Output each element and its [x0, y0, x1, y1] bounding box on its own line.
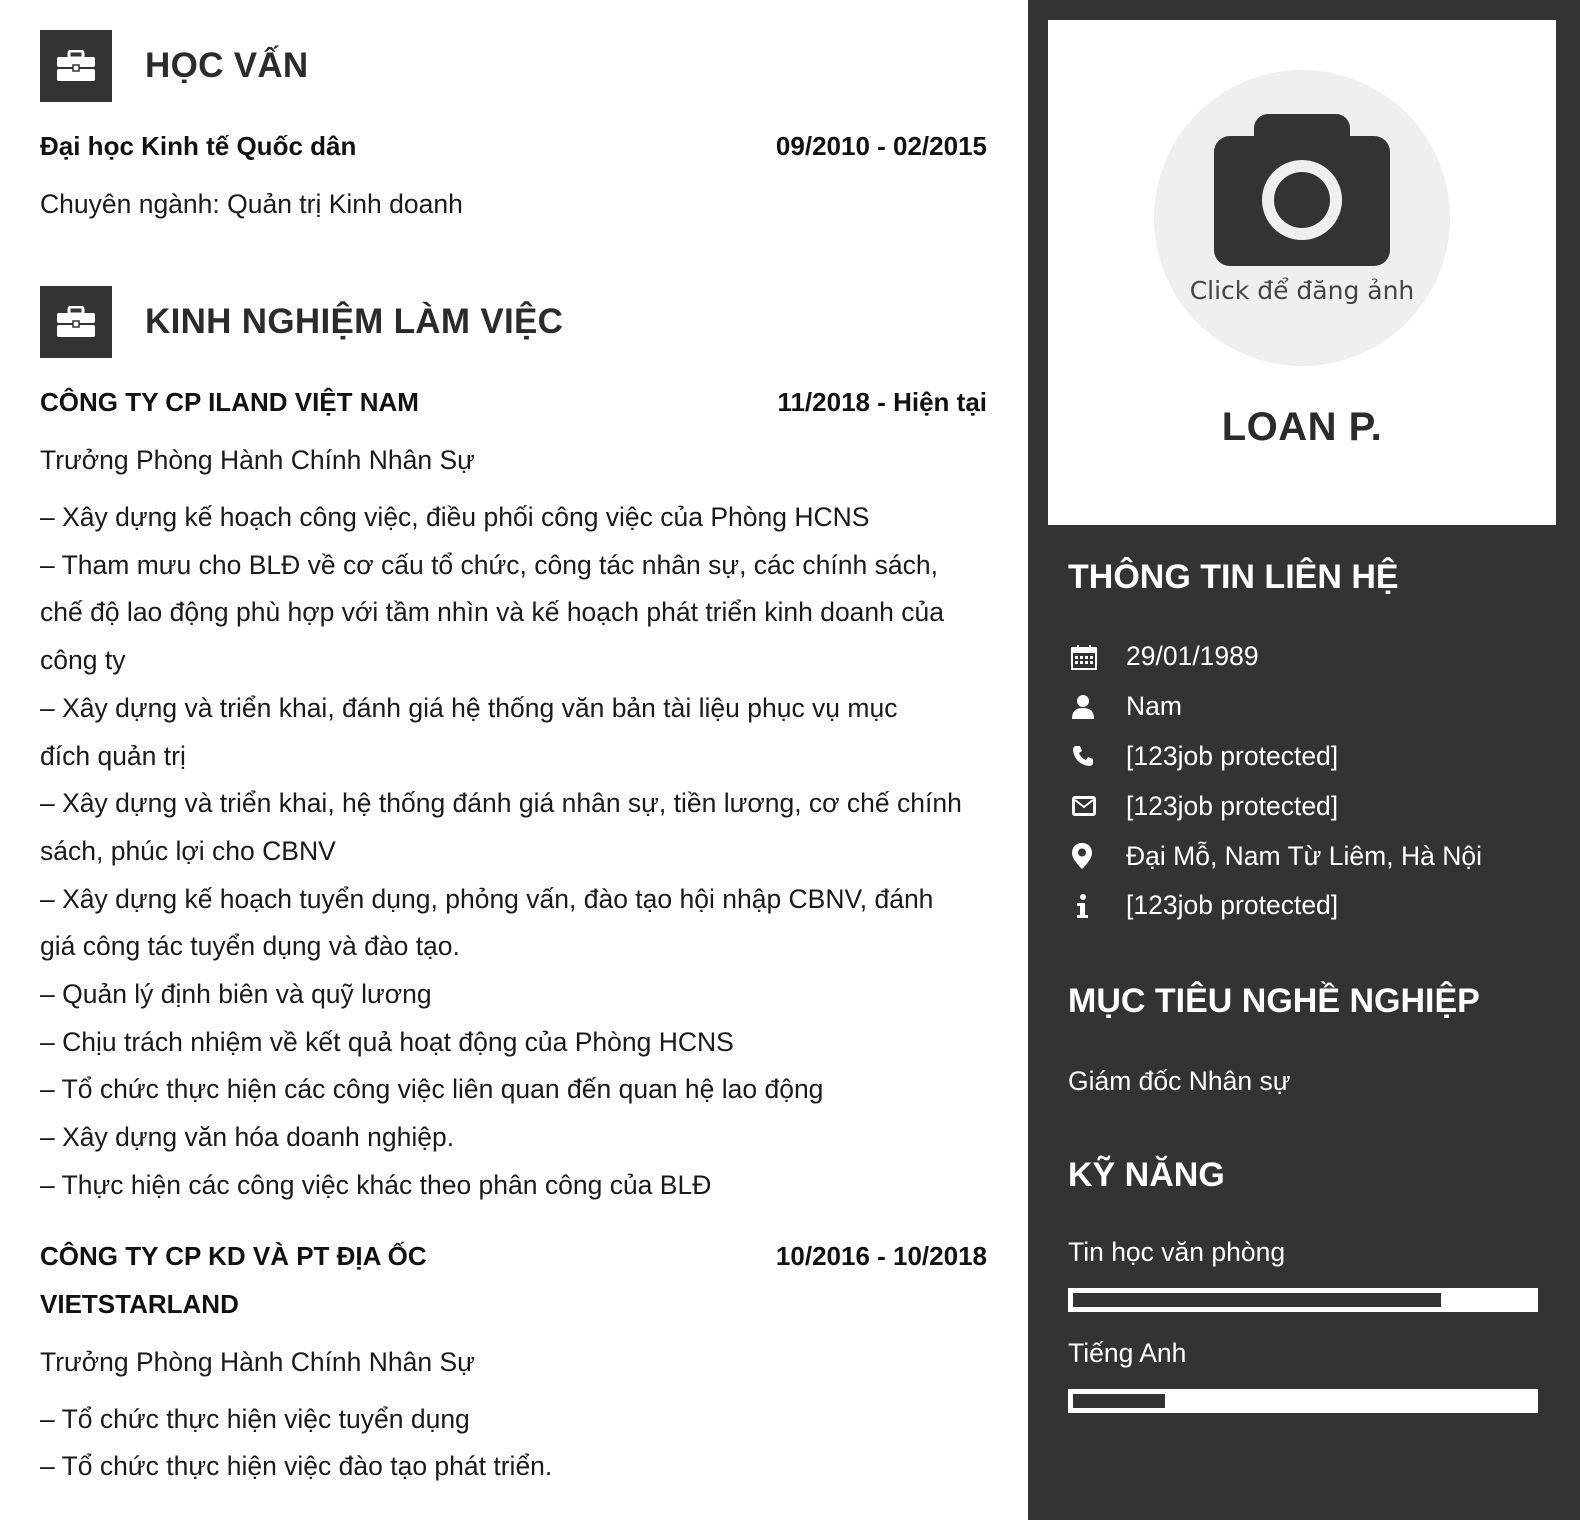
description-line: – Xây dựng và triển khai, đánh giá hệ thống văn bản tài liệu phục vụ mục — [40, 692, 898, 723]
description-line: – Quản lý định biên và quỹ lương — [40, 979, 432, 1010]
education-header — [40, 30, 987, 102]
description-line: – Tổ chức thực hiện các công việc liên quan đến quan hệ lao động — [40, 1074, 824, 1105]
avatar-upload[interactable] — [1154, 70, 1450, 366]
job-role: Trưởng Phòng Hành Chính Nhân Sự — [40, 1346, 475, 1377]
description-line: – Tham mưu cho BLĐ về cơ cấu tổ chức, công tác nhân sự, các chính sách, — [40, 549, 938, 580]
info-icon — [1068, 893, 1114, 919]
job-period: 10/2016 - 10/2018 — [775, 1240, 987, 1271]
camera-icon — [1214, 114, 1390, 266]
company-name: CÔNG TY CP KD VÀ PT ĐỊA ỐC VIETSTARLAND — [40, 1240, 427, 1319]
skill-level-fill — [1073, 1394, 1165, 1408]
contact-item-email — [1068, 781, 1548, 831]
education-title: HỌC VẤN — [145, 46, 309, 85]
briefcase-icon — [40, 286, 112, 358]
description-line: – Thực hiện các công việc khác theo phân công của BLĐ — [40, 1169, 712, 1200]
description-line: – Tổ chức thực hiện việc tuyển dụng — [40, 1403, 470, 1434]
job-role: Trưởng Phòng Hành Chính Nhân Sự — [40, 445, 475, 475]
skill-level-fill — [1073, 1293, 1441, 1307]
experience-title: KINH NGHIỆM LÀM VIỆC — [145, 302, 564, 341]
sidebar — [1028, 0, 1580, 1520]
envelope-icon — [1068, 795, 1114, 817]
education-entry — [40, 122, 987, 170]
description-line: – Xây dựng và triển khai, hệ thống đánh giá nhân sự, tiền lương, cơ chế chính — [40, 788, 962, 819]
calendar-icon — [1068, 644, 1114, 670]
description-line: – Xây dựng kế hoạch công việc, điều phối công việc của Phòng HCNS — [40, 502, 870, 532]
job-description — [40, 1396, 987, 1491]
skills-title: KỸ NĂNG — [1068, 1156, 1225, 1194]
contact-item-birthday — [1068, 632, 1548, 682]
profile-card — [1048, 20, 1556, 525]
objective-text: Giám đốc Nhân sự — [1068, 1066, 1291, 1096]
briefcase-icon — [40, 30, 112, 102]
gender-text: Nam — [1126, 691, 1182, 722]
job-period: 11/2018 - Hiện tại — [777, 387, 987, 417]
contact-title: THÔNG TIN LIÊN HỆ — [1068, 558, 1399, 596]
description-line: – Xây dựng kế hoạch tuyển dụng, phỏng vấn, đào tạo hội nhập CBNV, đánh — [40, 883, 934, 914]
education-major: Chuyên ngành: Quản trị Kinh doanh — [40, 189, 463, 219]
contact-item-address — [1068, 831, 1548, 881]
upload-photo-label: Click để đăng ảnh — [1189, 276, 1415, 305]
description-line: – Chịu trách nhiệm về kết quả hoạt động của Phòng HCNS — [40, 1026, 734, 1057]
phone-icon — [1068, 744, 1114, 768]
contact-item-info — [1068, 881, 1548, 931]
skill-name: Tin học văn phòng — [1068, 1237, 1286, 1267]
description-line: sách, phúc lợi cho CBNV — [40, 835, 336, 866]
description-line: công ty — [40, 645, 126, 676]
address-text: Đại Mỗ, Nam Từ Liêm, Hà Nội — [1126, 840, 1482, 871]
company-name: CÔNG TY CP ILAND VIỆT NAM — [40, 387, 419, 417]
education-period: 09/2010 - 02/2015 — [775, 131, 987, 161]
school-name: Đại học Kinh tế Quốc dân — [40, 131, 357, 161]
job-description — [40, 494, 987, 1210]
description-line: đích quản trị — [40, 740, 186, 771]
contact-item-gender — [1068, 682, 1548, 732]
description-line: – Tổ chức thực hiện việc đào tạo phát triển. — [40, 1451, 553, 1482]
contact-list — [1068, 632, 1548, 931]
email-text: [123job protected] — [1126, 790, 1339, 821]
user-icon — [1068, 694, 1114, 720]
description-line: giá công tác tuyển dụng và đào tạo. — [40, 931, 460, 962]
objective-title: MỤC TIÊU NGHỀ NGHIỆP — [1068, 982, 1480, 1020]
info-text: [123job protected] — [1126, 890, 1339, 921]
phone-text: [123job protected] — [1126, 740, 1339, 771]
description-line: – Xây dựng văn hóa doanh nghiệp. — [40, 1122, 455, 1153]
skill-name: Tiếng Anh — [1068, 1338, 1187, 1368]
job-entry — [40, 378, 987, 1210]
skill-bar — [1068, 1288, 1538, 1312]
job-entry — [40, 1232, 987, 1491]
description-line: chế độ lao động phù hợp với tầm nhìn và kế hoạch phát triển kinh doanh của — [40, 597, 944, 628]
map-marker-icon — [1068, 842, 1114, 870]
experience-header — [40, 286, 987, 358]
profile-name: LOAN P. — [1221, 405, 1383, 449]
skill-bar — [1068, 1389, 1538, 1413]
birthday-text: 29/01/1989 — [1126, 641, 1259, 672]
main-column — [40, 30, 987, 1491]
contact-item-phone — [1068, 732, 1548, 782]
